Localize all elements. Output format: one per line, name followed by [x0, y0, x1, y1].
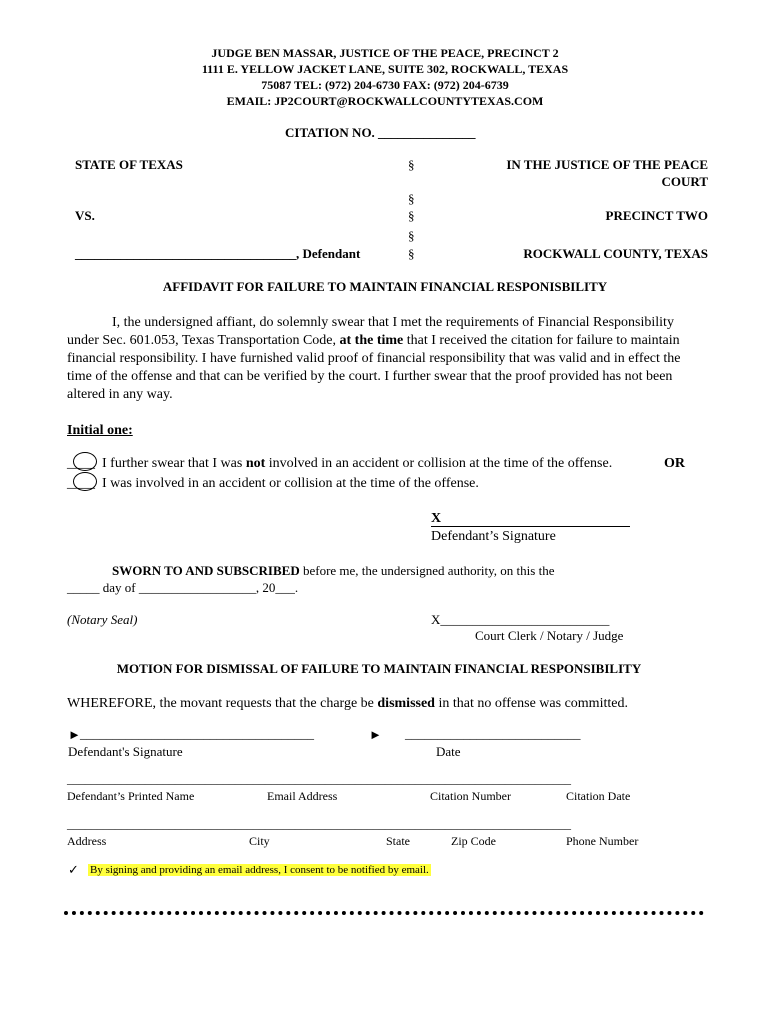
- or-label: OR: [664, 456, 685, 471]
- initial-blank-2[interactable]: ____: [67, 476, 95, 491]
- versus: VS.: [75, 208, 95, 223]
- affidavit-text-start: I, the undersigned affiant, do solemnly swear that I met the requirements of Financial Responsibility under Sec. 601.053, Texas Transportation Code,: [67, 315, 674, 348]
- clerk-signature-label: Court Clerk / Notary / Judge: [475, 628, 624, 643]
- sworn-rest: before me, the undersigned authority, on this the: [299, 563, 555, 578]
- section-symbol: §: [408, 228, 415, 243]
- info-line-1[interactable]: ____________________________________________________________________________________: [67, 772, 571, 786]
- motion-date-line[interactable]: ___________________________: [405, 726, 581, 741]
- defendant-signature-x: X: [431, 511, 442, 526]
- motion-text-end: in that no offense was committed.: [434, 696, 628, 711]
- court-header-line-2: 1111 E. YELLOW JACKET LANE, SUITE 302, ROCKWALL, TEXAS: [201, 62, 569, 76]
- motion-signature-line[interactable]: ____________________________________: [80, 726, 314, 741]
- initial-blank-1[interactable]: ____: [67, 456, 95, 471]
- defendant-name-field[interactable]: __________________________________, Defendant: [75, 246, 361, 261]
- affidavit-title: AFFIDAVIT FOR FAILURE TO MAINTAIN FINANCIAL RESPONISBILITY: [162, 279, 608, 294]
- section-symbol: §: [408, 157, 415, 172]
- court-header-line-4: EMAIL: JP2COURT@ROCKWALLCOUNTYTEXAS.COM: [226, 94, 544, 108]
- sworn-bold: SWORN TO AND SUBSCRIBED: [112, 563, 300, 578]
- state-label: State: [386, 834, 410, 848]
- email-consent-notice: By signing and providing an email address, I consent to be notified by email.: [90, 864, 429, 876]
- motion-text-dismissed: dismissed: [377, 696, 435, 711]
- section-symbol: §: [408, 191, 415, 206]
- defendant-signature-label: Defendant’s Signature: [431, 529, 556, 544]
- address-label: Address: [67, 834, 107, 848]
- phone-number-label: Phone Number: [566, 834, 639, 848]
- clerk-signature-field[interactable]: X__________________________: [431, 612, 610, 627]
- section-symbol: §: [408, 246, 415, 261]
- info-line-2[interactable]: ____________________________________________________________________________________: [67, 817, 571, 831]
- arrow-icon: ►: [68, 727, 81, 742]
- option1-text-end: involved in an accident or collision at the time of the offense.: [265, 456, 613, 471]
- affidavit-paragraph: [67, 314, 703, 404]
- affidavit-text-end: that I received the citation for failure to maintain financial responsibility. I have furnished valid proof of financial responsibility that was valid and in effect the time of the offense and that can be verified by the court. I further swear that the proof provided has not been altered in any way.: [67, 333, 681, 402]
- email-address-label: Email Address: [267, 789, 338, 803]
- initial-circle-mark: [73, 452, 97, 471]
- cut-line-divider: [64, 911, 704, 915]
- motion-date-label: Date: [436, 744, 461, 759]
- sworn-statement: [112, 563, 554, 579]
- state-of-texas: STATE OF TEXAS: [75, 157, 183, 172]
- defendant-signature-line[interactable]: [431, 526, 630, 527]
- motion-title: MOTION FOR DISMISSAL OF FAILURE TO MAINTAIN FINANCIAL RESPONSIBILITY: [116, 661, 642, 676]
- motion-signature-label: Defendant's Signature: [68, 744, 183, 759]
- arrow-icon: ►: [369, 727, 382, 742]
- affidavit-text-emphasis: at the time: [339, 333, 404, 348]
- option1-not: not: [245, 456, 266, 471]
- court-name-line-2: COURT: [661, 174, 708, 189]
- motion-text: [67, 696, 628, 712]
- citation-date-label: Citation Date: [566, 789, 631, 803]
- notary-seal: (Notary Seal): [67, 612, 138, 627]
- court-header-line-1: JUDGE BEN MASSAR, JUSTICE OF THE PEACE, PRECINCT 2: [211, 46, 559, 60]
- court-name-line-1: IN THE JUSTICE OF THE PEACE: [506, 157, 708, 172]
- precinct: PRECINCT TWO: [605, 208, 708, 223]
- citation-number-label: Citation Number: [430, 789, 511, 803]
- citation-number-field[interactable]: CITATION NO. _______________: [285, 125, 476, 140]
- city-label: City: [249, 834, 270, 848]
- option-involved: I was involved in an accident or collision at the time of the offense.: [102, 476, 479, 491]
- zip-code-label: Zip Code: [451, 834, 496, 848]
- checkmark-icon: ✓: [68, 862, 79, 877]
- option-not-involved: [102, 456, 612, 472]
- sworn-date-field[interactable]: _____ day of __________________, 20___.: [67, 580, 299, 595]
- option1-text-start: I further swear that I was: [102, 456, 246, 471]
- court-header-line-3: 75087 TEL: (972) 204-6730 FAX: (972) 204-6739: [261, 78, 509, 92]
- section-symbol: §: [408, 208, 415, 223]
- motion-text-start: WHEREFORE, the movant requests that the charge be: [67, 696, 378, 711]
- printed-name-label: Defendant’s Printed Name: [67, 789, 195, 803]
- county: ROCKWALL COUNTY, TEXAS: [523, 246, 708, 261]
- initial-one-label: Initial one:: [67, 423, 133, 438]
- initial-circle-mark: [73, 472, 97, 491]
